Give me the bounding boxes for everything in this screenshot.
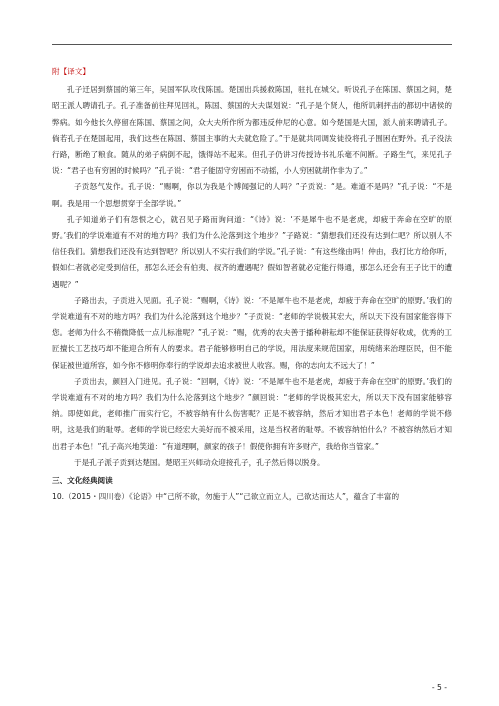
paragraph-4: 子路出去，子贡进入见面。孔子说：“赐啊，《诗》说：‘不是犀牛也不是老虎，却疲于奔命在空旷的原野。’我们的学说难道有不对的地方吗？我们为什么沦落到这个地步？”子贡说：“老师的学说极其宏大，所以天下没有国家能容得下您。老师为什么不稍微降低一点儿标准呢？”孔子说：“赐，优秀的农夫善于播种耕耘却不能保证获得好收成，优秀的工匠擅长工艺技巧却不能迎合所有人的要求。君子能够修明自己的学说，用法度来规范国家，用统绪来治理臣民，但不能保证被世道所容，如今你不修明你奉行的学说却去追求被世人收容。赐，你的志向太不远大了！” [52,295,452,370]
paragraph-2: 子贡怒气发作。孔子说：“赐啊，你以为我是个博闻强记的人吗？”子贡说：“是。难道不是吗？”孔子说：“不是啊。我是用一个思想贯穿于全部学说。” [52,182,452,208]
section-title: 三、文化经典阅读 [52,476,113,486]
translation-heading [52,64,452,80]
heading-prefix: 附 [52,67,60,76]
paragraph-5: 子贡出去，颜回入门进见。孔子说：“回啊，《诗》说：‘不是犀牛也不是老虎，却疲于奔命在空旷的原野。’我们的学说难道有不对的地方吗？我们为什么沦落到这个地步？”颜回说：“老师的学说极其宏大，所以天下没有国家能够容纳。即使如此，老师推广而实行它，不被容纳有什么伤害呢？正是不被容纳，然后才知出君子本色！老师的学说不修明，这是我们的耻辱。老师的学说已经宏大美好而不被采用，这是当权者的耻辱。不被容纳怕什么？不被容纳然后才知出君子本色！”孔子高兴地笑道：“有道理啊，颜家的孩子！假使你拥有许多财产，我给你当管家。” [52,376,452,451]
paragraph-6: 于是孔子派子贡到达楚国。楚昭王兴师动众迎接孔子，孔子然后得以脱身。 [74,457,325,467]
header-rule [52,44,452,45]
page-number: - 5 - [431,683,447,692]
heading-label: 【译文】 [59,67,90,76]
question-10: 10.（2015・四川卷）《论语》中“己所不欲，勿施于人”“己欲立而立人，己欲达而达人”，蕴含了丰富的 [52,492,400,502]
paragraph-1: 孔子迁居到蔡国的第三年，吴国军队攻伐陈国。楚国出兵援救陈国，驻扎在城父。听说孔子在陈国、蔡国之间，楚昭王派人聘请孔子。孔子准备前往拜见回礼，陈国、蔡国的大夫谋划说：“孔子是个贤人，他所讥刺抨击的都切中诸侯的弊病。如今他长久停留在陈国、蔡国之间，众大夫所作所为都违反仲尼的心意。如今楚国是大国，派人前来聘请孔子。倘若孔子在楚国起用，我们这些在陈国、蔡国主事的大夫就危险了。”于是就共同调发徒役将孔子围困在野外。孔子没法行路，断绝了粮食。随从的弟子病倒不起，饿得站不起来。但孔子仍讲习传授诗书礼乐毫不间断。子路生气，来见孔子说：“君子也有穷困的时候吗？”孔子说：“君子能固守穷困而不动摇，小人穷困就胡作非为了。” [52,85,452,176]
document-body [52,64,452,505]
paragraph-3: 孔子知道弟子们有怨恨之心，就召见子路而询问道：“《诗》说：‘不是犀牛也不是老虎，却疲于奔命在空旷的原野。’我们的学说难道有不对的地方吗？我们为什么沦落到这个地步？”子路说：“猜想我们还没有达到仁吧？所以别人不信任我们。猜想我们还没有达到智吧？所以别人不实行我们的学说。”孔子说：“有这些缘由吗！仲由，我打比方给你听，假如仁者就必定受到信任，那怎么还会有伯夷、叔齐的遭遇呢？假如智者就必定能行得通，那怎么还会有王子比干的遭遇呢？” [52,214,452,289]
